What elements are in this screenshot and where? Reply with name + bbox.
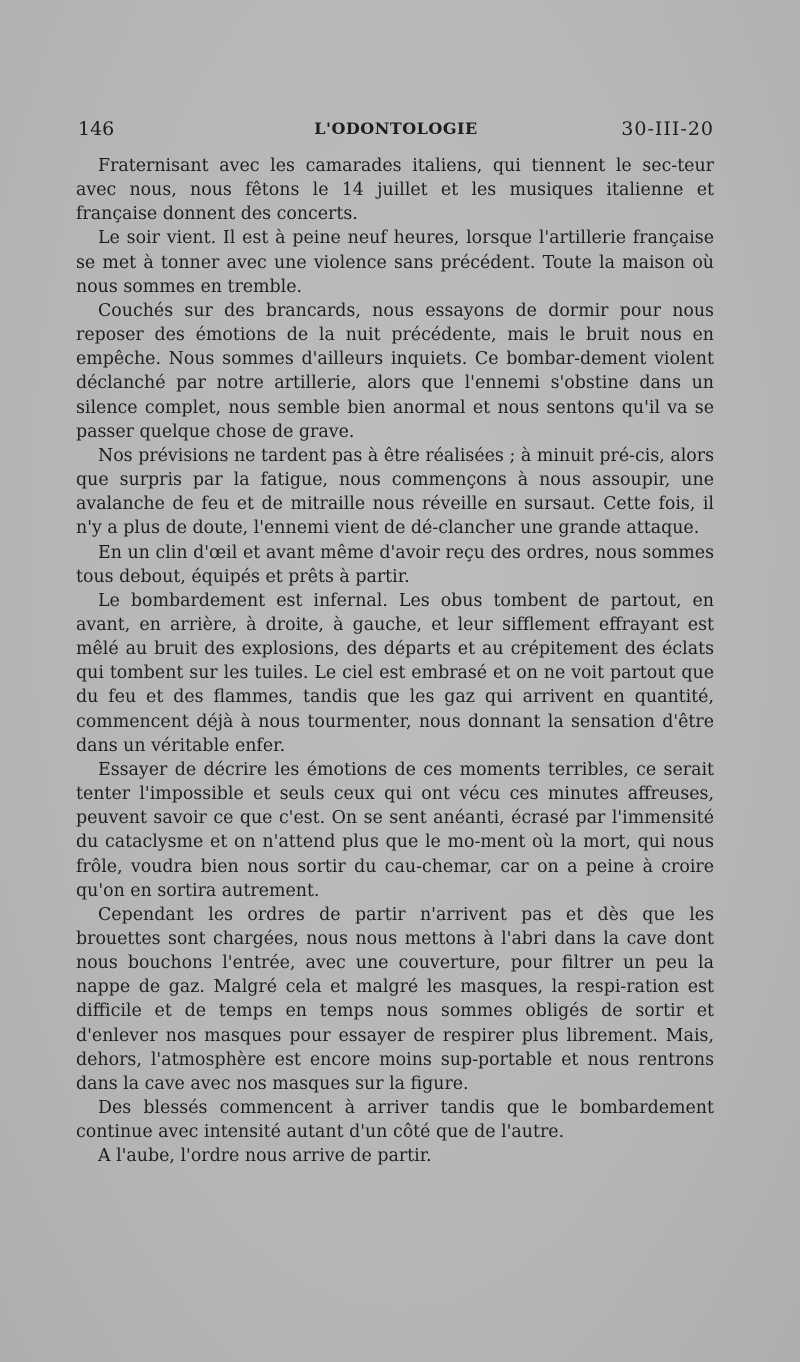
paragraph: En un clin d'œil et avant même d'avoir reçu des ordres, nous sommes tous debout, équipés et prêts à partir. (76, 542, 714, 587)
running-title: L'ODONTOLOGIE (314, 119, 478, 138)
page-number: 146 (78, 118, 115, 140)
paragraph: A l'aube, l'ordre nous arrive de partir. (98, 1146, 432, 1167)
paragraph: Nos prévisions ne tardent pas à être réalisées ; à minuit pré-cis, alors que surpris par la fatigue, nous commençons à nous assoupir, une avalanche de feu et de mitraille nous réveille en sursaut. Cette fois, il n'y a plus de doute, l'ennemi vient de dé-clancher une grande attaque. (76, 445, 714, 539)
issue-date: 30-III-20 (621, 118, 714, 140)
paragraph: Fraternisant avec les camarades italiens, qui tiennent le sec-teur avec nous, nous fêtons le 14 juillet et les musiques italienne et française donnent des concerts. (76, 156, 714, 225)
paragraph: Des blessés commencent à arriver tandis que le bombardement continue avec intensité autant d'un côté que de l'autre. (76, 1098, 714, 1143)
paragraph: Couchés sur des brancards, nous essayons de dormir pour nous reposer des émotions de la nuit précédente, mais le bruit nous en empêche. Nous sommes d'ailleurs inquiets. Ce bombar-dement violent déclanché par notre artillerie, alors que l'ennemi s'obstine dans un silence complet, nous semble bien anormal et nous sentons qu'il va se passer quelque chose de grave. (76, 300, 714, 442)
paragraph: Cependant les ordres de partir n'arrivent pas et dès que les brouettes sont chargées, nous nous mettons à l'abri dans la cave dont nous bouchons l'entrée, avec une couverture, pour filtrer un peu la nappe de gaz. Malgré cela et malgré les masques, la respi-ration est difficile et de temps en temps nous sommes obligés de sortir et d'enlever nos masques pour essayer de respirer plus librement. Mais, dehors, l'atmosphère est encore moins sup-portable et nous rentrons dans la cave avec nos masques sur la figure. (76, 904, 714, 1094)
paragraph: Le soir vient. Il est à peine neuf heures, lorsque l'artillerie française se met à tonner avec une violence sans précédent. Toute la maison où nous sommes en tremble. (76, 228, 714, 297)
article-body (76, 154, 714, 1169)
page-header (78, 118, 714, 144)
paragraph: Essayer de décrire les émotions de ces moments terribles, ce serait tenter l'impossible et seuls ceux qui ont vécu ces minutes affreuses, peuvent savoir ce que c'est. On se sent anéanti, écrasé par l'immensité du cataclysme et on n'attend plus que le mo-ment où la mort, qui nous frôle, voudra bien nous sortir du cau-chemar, car on a peine à croire qu'on en sortira autrement. (76, 759, 714, 901)
paragraph: Le bombardement est infernal. Les obus tombent de partout, en avant, en arrière, à droite, à gauche, et leur sifflement effrayant est mêlé au bruit des explosions, des départs et au crépitement des éclats qui tombent sur les tuiles. Le ciel est embrasé et on ne voit partout que du feu et des flammes, tandis que les gaz qui arrivent en quantité, commencent déjà à nous tourmenter, nous donnant la sensation d'être dans un véritable enfer. (76, 590, 714, 756)
